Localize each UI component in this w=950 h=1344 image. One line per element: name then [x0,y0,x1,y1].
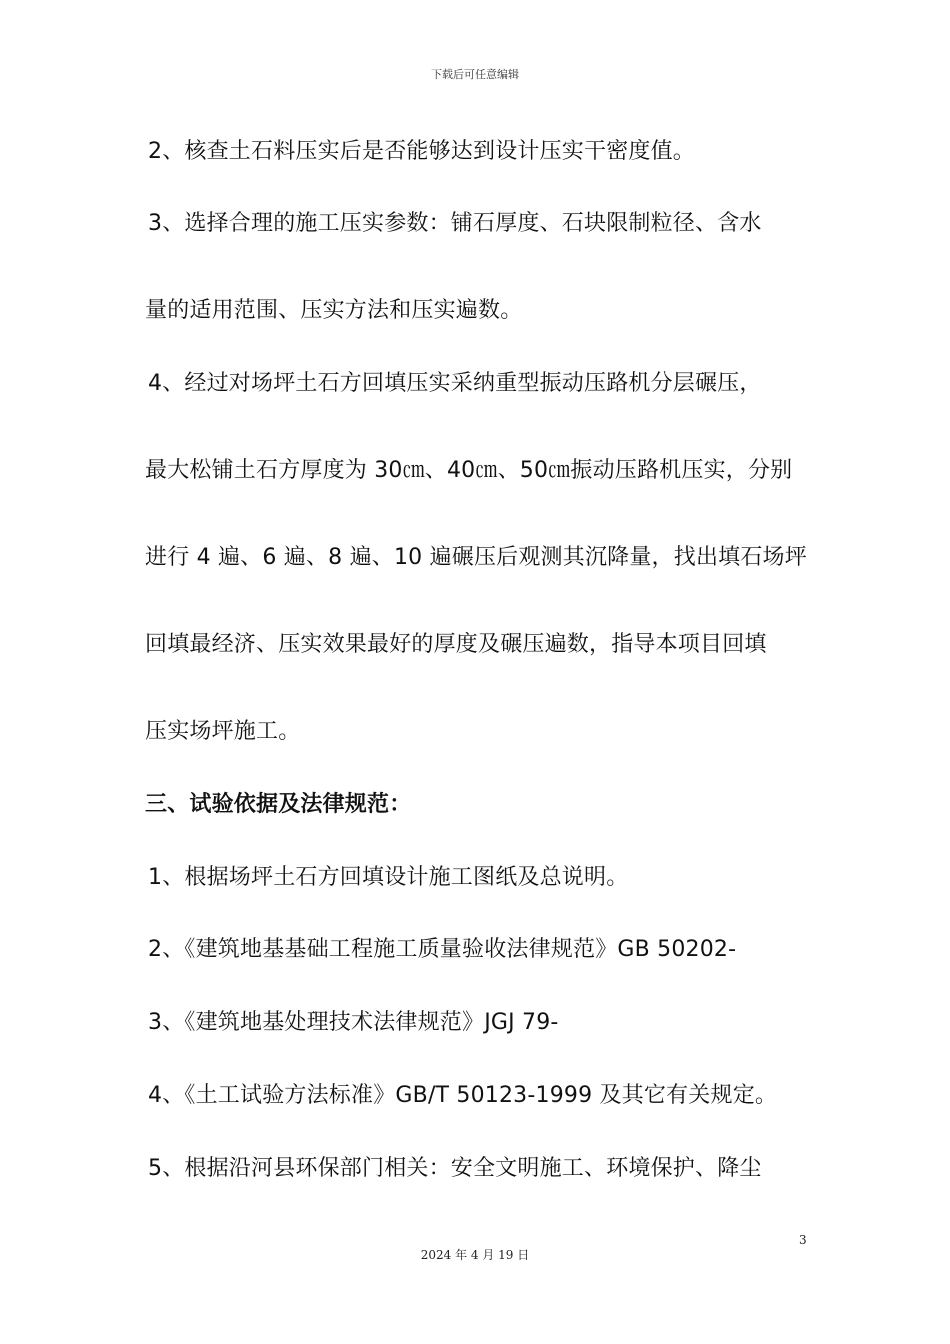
body-line: 4、经过对场坪土石方回填压实采纳重型振动压路机分层碾压， [148,371,762,396]
body-line: 压实场坪施工。 [145,719,301,744]
reference-item: 5、根据沿河县环保部门相关：安全文明施工、环境保护、降尘 [148,1156,762,1181]
body-line: 量的适用范围、压实方法和压实遍数。 [145,298,523,323]
reference-item: 3、《建筑地基处理技术法律规范》JGJ 79- [148,1010,559,1035]
reference-item: 4、《土工试验方法标准》GB/T 50123-1999 及其它有关规定。 [148,1083,778,1108]
body-line: 3、选择合理的施工压实参数：铺石厚度、石块限制粒径、含水 [148,211,762,236]
reference-item: 1、根据场坪土石方回填设计施工图纸及总说明。 [148,865,629,890]
header-note: 下载后可任意编辑 [431,68,519,81]
footer-date: 2024 年 4 月 19 日 [420,1248,530,1262]
reference-item: 2、《建筑地基基础工程施工质量验收法律规范》GB 50202- [148,937,737,962]
body-line: 最大松铺土石方厚度为 30㎝、40㎝、50㎝振动压路机压实，分别 [145,458,793,483]
body-line: 2、核查土石料压实后是否能够达到设计压实干密度值。 [148,139,695,164]
page-number: 3 [799,1233,807,1247]
body-line: 进行 4 遍、6 遍、8 遍、10 遍碾压后观测其沉降量，找出填石场坪 [145,545,807,570]
body-line: 回填最经济、压实效果最好的厚度及碾压遍数，指导本项目回填 [145,632,767,657]
section-heading: 三、试验依据及法律规范： [145,792,412,817]
